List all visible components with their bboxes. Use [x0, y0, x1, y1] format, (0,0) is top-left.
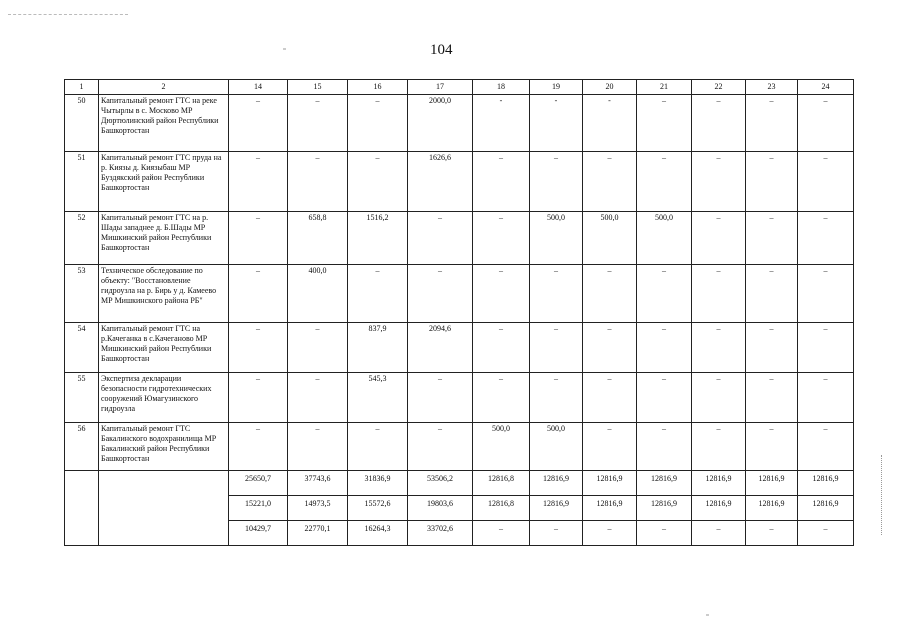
total-cell: 12816,9 — [530, 496, 583, 521]
value-cell: 1626,6 — [408, 152, 473, 212]
value-cell: 2000,0 — [408, 95, 473, 152]
total-cell: 12816,9 — [692, 496, 746, 521]
value-cell: – — [583, 265, 637, 323]
top-scan-mark — [8, 14, 128, 18]
value-cell: – — [746, 95, 798, 152]
value-cell: – — [288, 323, 348, 373]
scan-edge-mark — [881, 455, 883, 535]
total-description-blank — [99, 471, 229, 546]
total-number-blank — [65, 471, 99, 546]
value-cell: – — [746, 323, 798, 373]
value-cell: 658,8 — [288, 212, 348, 265]
row-number: 51 — [65, 152, 99, 212]
total-cell: 37743,6 — [288, 471, 348, 496]
table-row — [65, 152, 854, 212]
value-cell: – — [288, 373, 348, 423]
value-cell: – — [473, 265, 530, 323]
value-cell: – — [530, 373, 583, 423]
header-cell: 1 — [65, 80, 99, 95]
value-cell: – — [408, 265, 473, 323]
total-cell: 22770,1 — [288, 521, 348, 546]
total-cell: 10429,7 — [229, 521, 288, 546]
value-cell: – — [746, 265, 798, 323]
value-cell: – — [348, 152, 408, 212]
total-cell: 12816,9 — [530, 471, 583, 496]
header-cell: 17 — [408, 80, 473, 95]
row-number: 53 — [65, 265, 99, 323]
value-cell: – — [692, 152, 746, 212]
table-row — [65, 95, 854, 152]
value-cell: – — [229, 423, 288, 471]
value-cell: 500,0 — [637, 212, 692, 265]
value-cell: 1516,2 — [348, 212, 408, 265]
total-cell: 53506,2 — [408, 471, 473, 496]
row-number: 56 — [65, 423, 99, 471]
value-cell: – — [229, 323, 288, 373]
total-cell: 12816,9 — [637, 471, 692, 496]
value-cell: – — [408, 423, 473, 471]
value-cell: – — [637, 152, 692, 212]
value-cell: – — [798, 152, 854, 212]
value-cell: – — [473, 152, 530, 212]
value-cell: 500,0 — [473, 423, 530, 471]
value-cell: - — [530, 95, 583, 152]
total-cell: – — [473, 521, 530, 546]
value-cell: – — [348, 265, 408, 323]
value-cell: – — [798, 423, 854, 471]
value-cell: – — [408, 212, 473, 265]
row-description: Капитальный ремонт ГТС пруда на р. Киязы д. Киязыбаш МР Буздякский район Республики Башкортостан — [99, 152, 229, 212]
total-cell: 12816,8 — [473, 496, 530, 521]
header-cell: 23 — [746, 80, 798, 95]
value-cell: – — [692, 423, 746, 471]
value-cell: – — [229, 152, 288, 212]
total-cell: – — [583, 521, 637, 546]
header-cell: 24 — [798, 80, 854, 95]
value-cell: – — [637, 423, 692, 471]
value-cell: – — [288, 423, 348, 471]
row-number: 52 — [65, 212, 99, 265]
row-number: 54 — [65, 323, 99, 373]
value-cell: 500,0 — [530, 423, 583, 471]
header-row — [65, 80, 854, 95]
value-cell: – — [229, 265, 288, 323]
value-cell: – — [746, 152, 798, 212]
value-cell: – — [583, 423, 637, 471]
total-cell: – — [746, 521, 798, 546]
total-cell: – — [637, 521, 692, 546]
value-cell: – — [798, 323, 854, 373]
value-cell: – — [798, 265, 854, 323]
header-cell: 20 — [583, 80, 637, 95]
total-cell: 12816,9 — [637, 496, 692, 521]
table-row — [65, 265, 854, 323]
total-cell: 12816,9 — [798, 496, 854, 521]
value-cell: - — [473, 95, 530, 152]
value-cell: – — [637, 323, 692, 373]
header-cell: 2 — [99, 80, 229, 95]
total-cell: 12816,9 — [583, 496, 637, 521]
value-cell: 2094,6 — [408, 323, 473, 373]
total-cell: 12816,9 — [583, 471, 637, 496]
header-cell: 18 — [473, 80, 530, 95]
row-description: Капитальный ремонт ГТС на р. Шады западнее д. Б.Шады МР Мишкинский район Республики Башкортостан — [99, 212, 229, 265]
value-cell: – — [583, 323, 637, 373]
row-number: 55 — [65, 373, 99, 423]
total-cell: 12816,9 — [746, 471, 798, 496]
table-row — [65, 423, 854, 471]
value-cell: – — [348, 423, 408, 471]
page-number: 104 — [430, 42, 453, 58]
total-cell: – — [692, 521, 746, 546]
value-cell: – — [746, 373, 798, 423]
row-description: Техническое обследование по объекту: "Восстановление гидроузла на р. Бирь у д. Камеево МР Мишкинского района РБ" — [99, 265, 229, 323]
value-cell: – — [637, 95, 692, 152]
value-cell: – — [229, 212, 288, 265]
header-cell: 22 — [692, 80, 746, 95]
total-cell: 15572,6 — [348, 496, 408, 521]
header-cell: 14 — [229, 80, 288, 95]
value-cell: – — [583, 152, 637, 212]
header-cell: 21 — [637, 80, 692, 95]
value-cell: 545,3 — [348, 373, 408, 423]
value-cell: 500,0 — [530, 212, 583, 265]
row-description: Капитальный ремонт ГТС Бакалинского водохранилища МР Бакалинский район Республики Башкортостан — [99, 423, 229, 471]
total-cell: 25650,7 — [229, 471, 288, 496]
value-cell: – — [530, 323, 583, 373]
header-cell: 16 — [348, 80, 408, 95]
value-cell: – — [692, 323, 746, 373]
value-cell: – — [692, 373, 746, 423]
value-cell: – — [408, 373, 473, 423]
value-cell: 400,0 — [288, 265, 348, 323]
value-cell: – — [530, 265, 583, 323]
value-cell: 500,0 — [583, 212, 637, 265]
value-cell: – — [798, 95, 854, 152]
row-description: Капитальный ремонт ГТС на р.Качеганка в с.Качеганово МР Мишкинский район Республики Башкортостан — [99, 323, 229, 373]
header-cell: 19 — [530, 80, 583, 95]
total-cell: 12816,8 — [473, 471, 530, 496]
value-cell: – — [583, 373, 637, 423]
value-cell: – — [288, 152, 348, 212]
total-cell: 12816,9 — [746, 496, 798, 521]
header-cell: 15 — [288, 80, 348, 95]
total-cell: 16264,3 — [348, 521, 408, 546]
total-cell: 31836,9 — [348, 471, 408, 496]
row-description: Капитальный ремонт ГТС на реке Чытырлы в с. Москово МР Дюртюлинский район Республики Башкортостан — [99, 95, 229, 152]
total-row — [65, 471, 854, 496]
value-cell: – — [473, 323, 530, 373]
value-cell: – — [798, 212, 854, 265]
table-row — [65, 212, 854, 265]
value-cell: – — [473, 373, 530, 423]
table-row — [65, 323, 854, 373]
total-cell: 12816,9 — [692, 471, 746, 496]
total-cell: 33702,6 — [408, 521, 473, 546]
row-number: 50 — [65, 95, 99, 152]
value-cell: – — [229, 95, 288, 152]
total-cell: 19803,6 — [408, 496, 473, 521]
value-cell: – — [692, 212, 746, 265]
total-cell: – — [798, 521, 854, 546]
value-cell: – — [229, 373, 288, 423]
value-cell: – — [288, 95, 348, 152]
total-cell: – — [530, 521, 583, 546]
scan-speck — [283, 48, 286, 50]
value-cell: – — [692, 265, 746, 323]
value-cell: – — [746, 423, 798, 471]
scan-speck — [706, 614, 709, 616]
value-cell: – — [637, 265, 692, 323]
value-cell: 837,9 — [348, 323, 408, 373]
value-cell: – — [348, 95, 408, 152]
value-cell: - — [583, 95, 637, 152]
total-cell: 15221,0 — [229, 496, 288, 521]
row-description: Экспертиза декларации безопасности гидротехнических сооружений Юмагузинского гидроузла — [99, 373, 229, 423]
value-cell: – — [637, 373, 692, 423]
value-cell: – — [530, 152, 583, 212]
value-cell: – — [692, 95, 746, 152]
budget-table — [64, 79, 854, 546]
value-cell: – — [473, 212, 530, 265]
table-row — [65, 373, 854, 423]
total-cell: 12816,9 — [798, 471, 854, 496]
total-cell: 14973,5 — [288, 496, 348, 521]
value-cell: – — [798, 373, 854, 423]
value-cell: – — [746, 212, 798, 265]
